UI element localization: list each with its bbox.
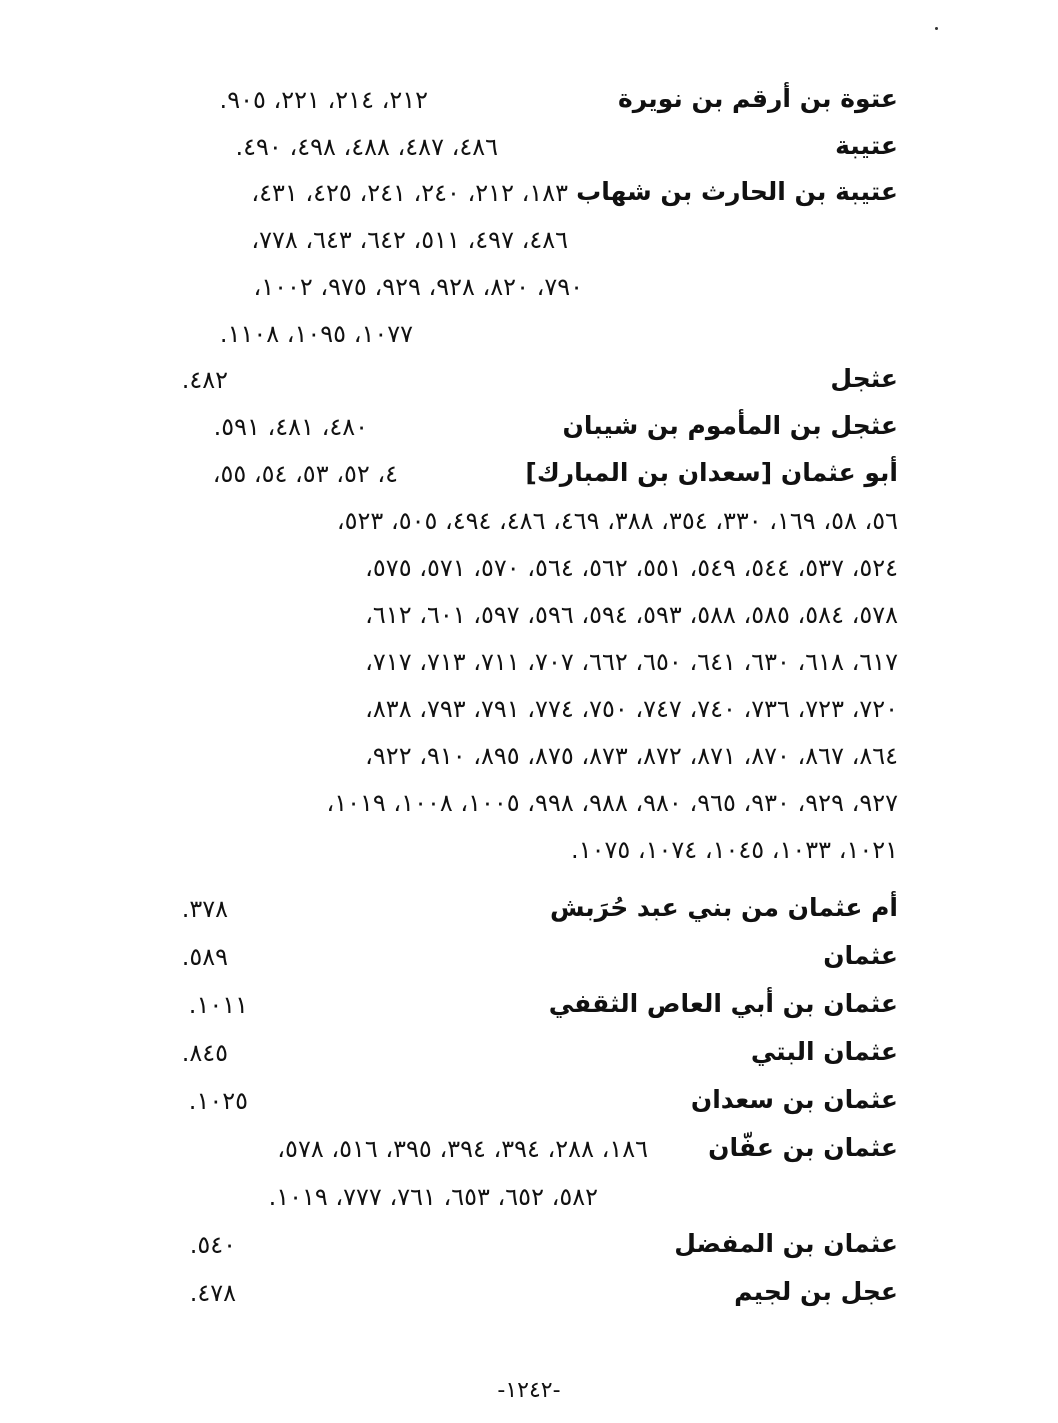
index-entry (0, 740, 1058, 784)
entry-pages: ٢١٢، ٢١٤، ٢٢١، ٩٠٥. (219, 86, 428, 114)
entry-name: أم عثمان من بني عبد حُرَبش (549, 893, 898, 922)
entry-pages: ٥٢٤، ٥٣٧، ٥٤٤، ٥٤٩، ٥٥١، ٥٦٢، ٥٦٤، ٥٧٠، ٥٧١، ٥٧٥، (365, 554, 898, 582)
entry-pages: ٤٧٨. (189, 1279, 236, 1307)
index-entry (0, 941, 1058, 985)
index-entry (0, 1229, 1058, 1273)
entry-pages: ٥٦، ٥٨، ١٦٩، ٣٣٠، ٣٥٤، ٣٨٨، ٤٦٩، ٤٨٦، ٤٩٤، ٥٠٥، ٥٢٣، (336, 507, 898, 535)
entry-pages: ٨٦٤، ٨٦٧، ٨٧٠، ٨٧١، ٨٧٢، ٨٧٣، ٨٧٥، ٨٩٥، ٩١٠، ٩٢٢، (365, 742, 898, 770)
entry-pages: ٤٨٦، ٤٨٧، ٤٨٨، ٤٩٨، ٤٩٠. (235, 133, 498, 161)
entry-pages: ١٨٣، ٢١٢، ٢٤٠، ٢٤١، ٤٢٥، ٤٣١، (251, 179, 568, 207)
index-entry (0, 1037, 1058, 1081)
index-entry (0, 1133, 1058, 1177)
entry-pages: ٣٧٨. (181, 895, 228, 923)
entry-name: عثمان بن سعدان (690, 1085, 898, 1114)
entry-name: عثجل بن المأموم بن شيبان (562, 411, 898, 440)
entry-name: عثمان بن المفضل (674, 1229, 898, 1258)
index-entry (0, 411, 1058, 455)
index-entry (0, 131, 1058, 175)
index-entry (0, 1085, 1058, 1129)
index-entry (0, 458, 1058, 502)
entry-pages: ٨٤٥. (181, 1039, 228, 1067)
entry-pages: ٩٢٧، ٩٢٩، ٩٣٠، ٩٦٥، ٩٨٠، ٩٨٨، ٩٩٨، ١٠٠٥، ١٠٠٨، ١٠١٩، (326, 789, 898, 817)
entry-pages: ٥٨٩. (181, 943, 228, 971)
index-entry (0, 693, 1058, 737)
entry-name: عجل بن لجيم (734, 1277, 898, 1306)
index-entry (0, 989, 1058, 1033)
entry-name: عتوة بن أرقم بن نويرة (618, 84, 898, 113)
entry-pages: ١٠٢٥. (188, 1087, 248, 1115)
entry-name: عثمان (823, 941, 898, 970)
scan-speck (935, 27, 938, 30)
index-entry (0, 84, 1058, 128)
entry-pages: ٦١٧، ٦١٨، ٦٣٠، ٦٤١، ٦٥٠، ٦٦٢، ٧٠٧، ٧١١، ٧١٣، ٧١٧، (365, 648, 898, 676)
index-entry (0, 787, 1058, 831)
entry-name: عتيبة (835, 131, 898, 160)
index-entry (0, 505, 1058, 549)
entry-name: عثجل (830, 364, 898, 393)
index-entry (0, 224, 1058, 268)
entry-pages: ١٨٦، ٢٨٨، ٣٩٤، ٣٩٤، ٣٩٥، ٥١٦، ٥٧٨، (277, 1135, 648, 1163)
index-entry (0, 1181, 1058, 1225)
entry-pages: ٧٩٠، ٨٢٠، ٩٢٨، ٩٢٩، ٩٧٥، ١٠٠٢، (253, 273, 583, 301)
entry-name: عثمان بن عفّان (708, 1133, 898, 1162)
index-entry (0, 834, 1058, 878)
index-entry (0, 599, 1058, 643)
index-entry (0, 271, 1058, 315)
entry-pages: ٤٨٠، ٤٨١، ٥٩١. (213, 413, 368, 441)
entry-name: عثمان بن أبي العاص الثقفي (548, 989, 898, 1018)
index-entry (0, 552, 1058, 596)
index-entry (0, 1277, 1058, 1321)
page-number: -١٢٤٢- (497, 1378, 561, 1403)
entry-name: عثمان البتي (750, 1037, 898, 1066)
entry-name: أبو عثمان [سعدان بن المبارك] (525, 458, 898, 487)
index-entry (0, 893, 1058, 937)
entry-pages: ١٠١١. (188, 991, 248, 1019)
entry-pages: ٥٨٢، ٦٥٢، ٦٥٣، ٧٦١، ٧٧٧، ١٠١٩. (268, 1183, 598, 1211)
index-entry (0, 364, 1058, 408)
entry-pages: ١٠٢١، ١٠٣٣، ١٠٤٥، ١٠٧٤، ١٠٧٥. (571, 836, 898, 864)
entry-pages: ٤، ٥٢، ٥٣، ٥٤، ٥٥، (212, 460, 398, 488)
entry-pages: ١٠٧٧، ١٠٩٥، ١١٠٨. (219, 320, 413, 348)
entry-pages: ٧٢٠، ٧٢٣، ٧٣٦، ٧٤٠، ٧٤٧، ٧٥٠، ٧٧٤، ٧٩١، ٧٩٣، ٨٣٨، (365, 695, 898, 723)
index-entry (0, 318, 1058, 362)
entry-name: عتيبة بن الحارث بن شهاب (576, 177, 898, 206)
entry-pages: ٥٤٠. (189, 1231, 236, 1259)
entry-pages: ٥٧٨، ٥٨٤، ٥٨٥، ٥٨٨، ٥٩٣، ٥٩٤، ٥٩٦، ٥٩٧، ٦٠١، ٦١٢، (365, 601, 898, 629)
index-entry (0, 177, 1058, 221)
entry-pages: ٤٨٦، ٤٩٧، ٥١١، ٦٤٢، ٦٤٣، ٧٧٨، (251, 226, 568, 254)
entry-pages: ٤٨٢. (181, 366, 228, 394)
index-entry (0, 646, 1058, 690)
